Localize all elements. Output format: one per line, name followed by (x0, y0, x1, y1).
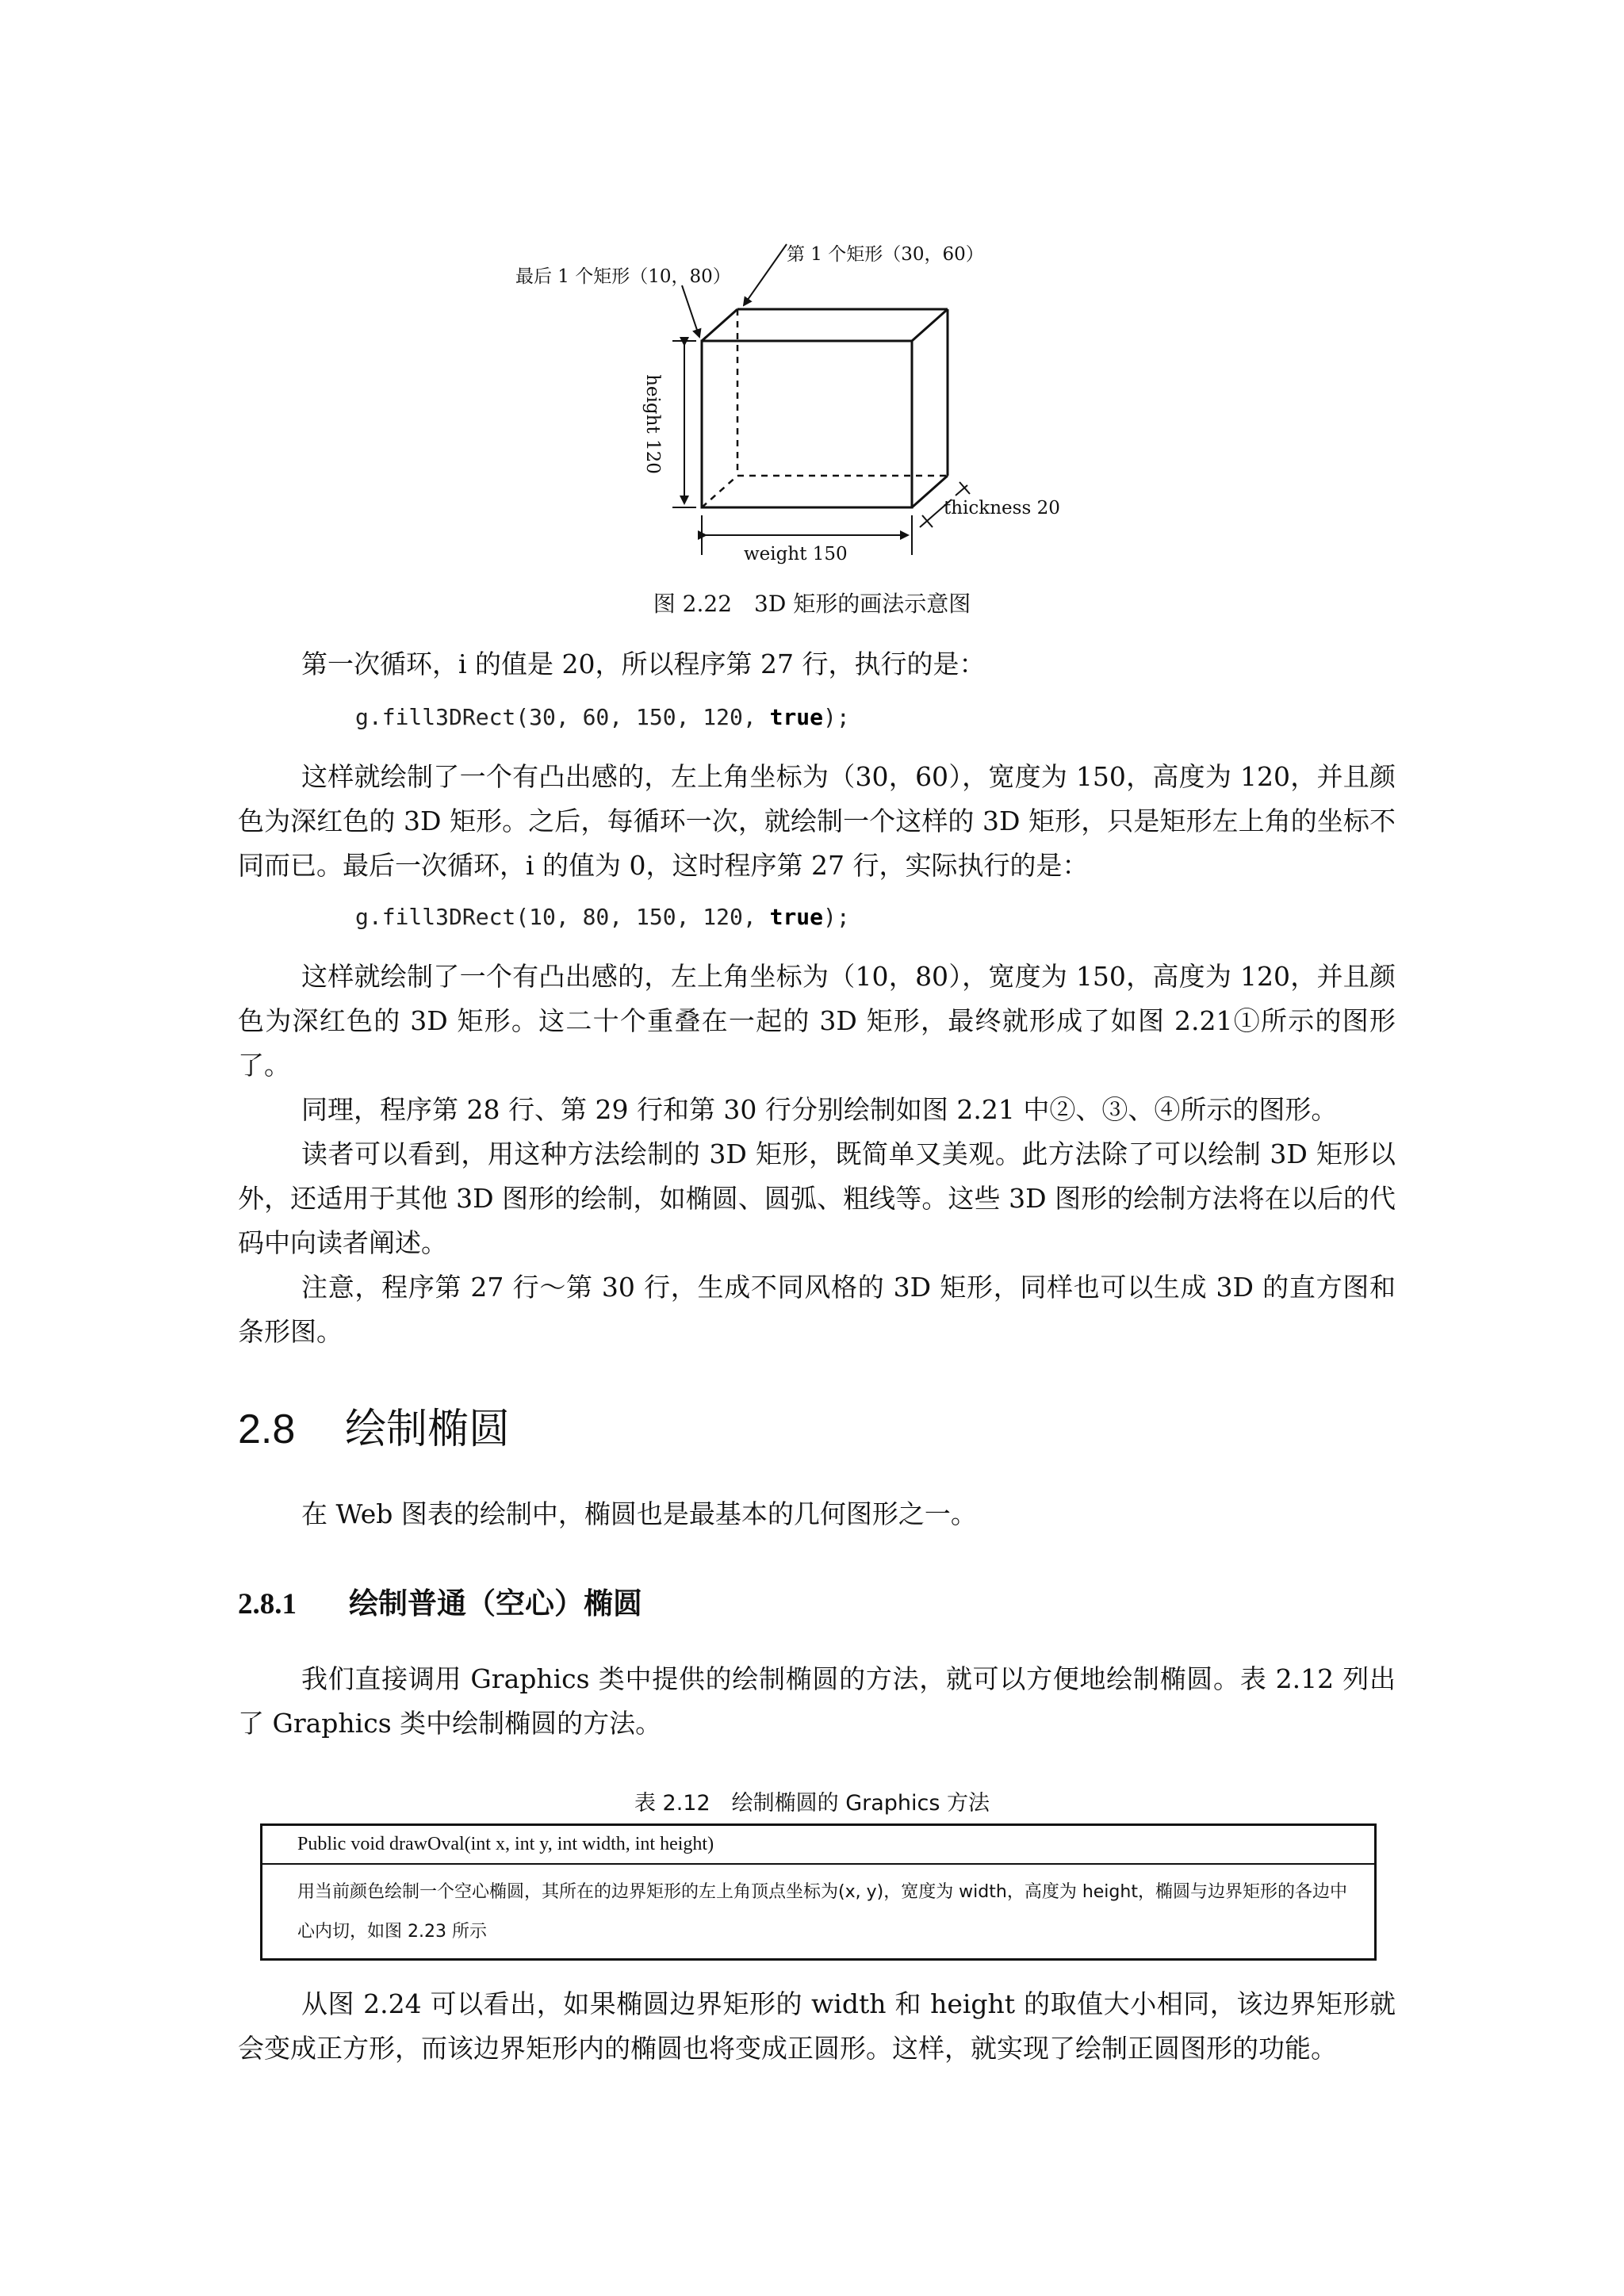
paragraph-3: 这样就绘制了一个有凸出感的，左上角坐标为（10，80），宽度为 150，高度为 120，并且颜色为深红色的 3D 矩形。这二十个重叠在一起的 3D 矩形，最终就形成了如图 2.21①所示的图形了。 (238, 961, 1396, 1081)
label-height: height 120 (642, 374, 663, 474)
paragraph-6: 注意，程序第 27 行～第 30 行，生成不同风格的 3D 矩形，同样也可以生成 3D 的直方图和条形图。 (238, 1272, 1396, 1347)
paragraph-7: 在 Web 图表的绘制中，椭圆也是最基本的几何图形之一。 (301, 1498, 977, 1529)
label-thickness: thickness 20 (944, 498, 1060, 519)
label-last-rect: 最后 1 个矩形（10，80） (515, 266, 731, 287)
figure-3d-rect-diagram (492, 230, 1094, 579)
last-rect-arrow (682, 285, 699, 337)
paragraph-1: 第一次循环，i 的值是 20，所以程序第 27 行，执行的是： (301, 649, 986, 679)
label-width: weight 150 (744, 544, 848, 564)
paragraph-8: 我们直接调用 Graphics 类中提供的绘制椭圆的方法，就可以方便地绘制椭圆。表 2.12 列出了 Graphics 类中绘制椭圆的方法。 (238, 1663, 1396, 1739)
paragraph-2: 这样就绘制了一个有凸出感的，左上角坐标为（30，60），宽度为 150，高度为 120，并且颜色为深红色的 3D 矩形。之后，每循环一次，就绘制一个这样的 3D 矩形，只是矩形左上角的坐标不同而已。最后一次循环，i 的值为 0，这时程序第 27 行，实际执行的是： (238, 761, 1396, 881)
figure-caption: 图 2.22 3D 矩形的画法示意图 (653, 591, 971, 617)
table-caption: 表 2.12 绘制椭圆的 Graphics 方法 (634, 1791, 990, 1816)
code-line-1: g.fill3DRect(30, 60, 150, 120, true); (355, 704, 850, 730)
table-row-description: 用当前颜色绘制一个空心椭圆，其所在的边界矩形的左上角顶点坐标为(x, y)，宽度为 width，高度为 height，椭圆与边界矩形的各边中心内切，如图 2.23 所示 (297, 1882, 1347, 1942)
table-row-signature: Public void drawOval(int x, int y, int width, int height) (262, 1826, 1374, 1865)
code-line-2: g.fill3DRect(10, 80, 150, 120, true); (355, 904, 850, 930)
label-first-rect: 第 1 个矩形（30，60） (787, 244, 984, 265)
paragraph-9: 从图 2.24 可以看出，如果椭圆边界矩形的 width 和 height 的取值大小相同，该边界矩形就会变成正方形，而该边界矩形内的椭圆也将变成正圆形。这样，就实现了绘制正圆图形的功能。 (238, 1988, 1396, 2064)
section-heading: 2.8 绘制椭圆 (238, 1406, 511, 1452)
first-rect-arrow (744, 244, 787, 305)
method-table (260, 1823, 1377, 1961)
paragraph-5: 读者可以看到，用这种方法绘制的 3D 矩形，既简单又美观。此方法除了可以绘制 3D 矩形以外，还适用于其他 3D 图形的绘制，如椭圆、圆弧、粗线等。这些 3D 图形的绘制方法将在以后的代码中向读者阐述。 (238, 1138, 1396, 1258)
front-rect (702, 341, 912, 507)
paragraph-4: 同理，程序第 28 行、第 29 行和第 30 行分别绘制如图 2.21 中②、③、④所示的图形。 (301, 1094, 1338, 1125)
subsection-heading: 2.8.1 绘制普通（空心）椭圆 (238, 1586, 642, 1621)
